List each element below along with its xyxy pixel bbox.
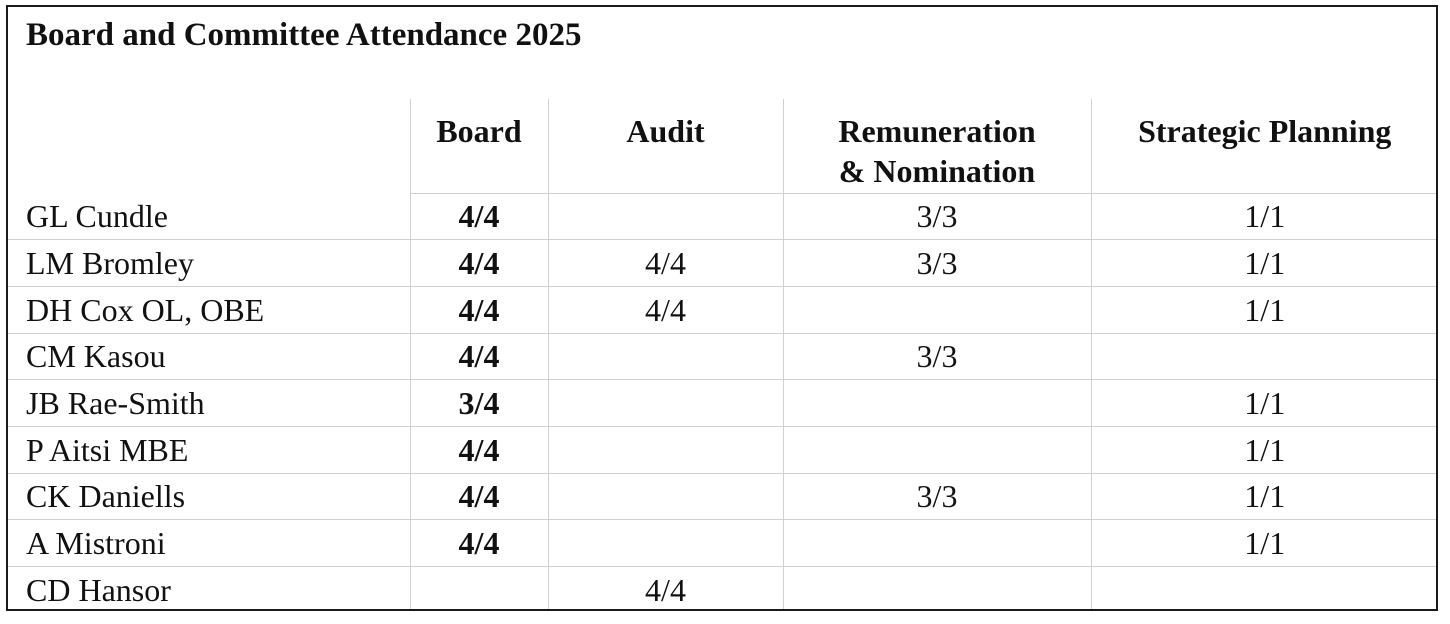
remuneration-attendance: [783, 380, 1091, 427]
board-attendance: 4/4: [410, 333, 548, 380]
audit-attendance: [548, 520, 783, 567]
table-row: [8, 426, 1438, 473]
table-row: [8, 567, 1438, 612]
remuneration-attendance: [783, 426, 1091, 473]
header-remuneration-nomination: [783, 99, 1091, 193]
director-name: JB Rae-Smith: [8, 380, 410, 427]
table-row: [8, 240, 1438, 287]
strategic-attendance: 1/1: [1091, 240, 1438, 287]
audit-attendance: [548, 426, 783, 473]
strategic-attendance: [1091, 567, 1438, 612]
remuneration-attendance: 3/3: [783, 333, 1091, 380]
board-attendance: 4/4: [410, 193, 548, 240]
board-attendance: [410, 567, 548, 612]
strategic-attendance: 1/1: [1091, 520, 1438, 567]
table-row: [8, 193, 1438, 240]
table-row: [8, 333, 1438, 380]
strategic-attendance: 1/1: [1091, 426, 1438, 473]
remuneration-attendance: [783, 520, 1091, 567]
board-attendance: 3/4: [410, 380, 548, 427]
header-remuneration-line2: & Nomination: [838, 153, 1036, 189]
strategic-attendance: [1091, 333, 1438, 380]
attendance-table-frame: [6, 5, 1438, 611]
table-row: [8, 473, 1438, 520]
strategic-attendance: 1/1: [1091, 380, 1438, 427]
header-row: [8, 99, 1438, 193]
table-row: [8, 520, 1438, 567]
board-attendance: 4/4: [410, 473, 548, 520]
audit-attendance: [548, 380, 783, 427]
director-name: A Mistroni: [8, 520, 410, 567]
header-name-blank: [8, 99, 410, 193]
audit-attendance: 4/4: [548, 286, 783, 333]
director-name: GL Cundle: [26, 198, 168, 235]
audit-attendance: [548, 333, 783, 380]
director-name: CM Kasou: [8, 333, 410, 380]
board-attendance: 4/4: [410, 286, 548, 333]
board-attendance: 4/4: [410, 426, 548, 473]
remuneration-attendance: 3/3: [783, 240, 1091, 287]
remuneration-attendance: 3/3: [783, 193, 1091, 240]
audit-attendance: 4/4: [548, 567, 783, 612]
director-name: LM Bromley: [8, 240, 410, 287]
table-row: [8, 286, 1438, 333]
board-attendance: 4/4: [410, 240, 548, 287]
audit-attendance: [548, 193, 783, 240]
header-strategic-planning: Strategic Planning: [1091, 99, 1438, 193]
strategic-attendance: 1/1: [1091, 193, 1438, 240]
audit-attendance: 4/4: [548, 240, 783, 287]
director-name: CD Hansor: [8, 567, 410, 612]
table-title: Board and Committee Attendance 2025: [26, 17, 582, 53]
strategic-attendance: 1/1: [1091, 473, 1438, 520]
strategic-attendance: 1/1: [1091, 286, 1438, 333]
header-remuneration-line1: Remuneration: [838, 113, 1036, 149]
header-board: Board: [410, 99, 548, 193]
remuneration-attendance: 3/3: [783, 473, 1091, 520]
audit-attendance: [548, 473, 783, 520]
director-name: DH Cox OL, OBE: [8, 286, 410, 333]
director-name: P Aitsi MBE: [8, 426, 410, 473]
board-attendance: 4/4: [410, 520, 548, 567]
remuneration-attendance: [783, 286, 1091, 333]
director-name: CK Daniells: [8, 473, 410, 520]
header-audit: Audit: [548, 99, 783, 193]
attendance-table: [8, 99, 1438, 611]
table-row: [8, 380, 1438, 427]
remuneration-attendance: [783, 567, 1091, 612]
